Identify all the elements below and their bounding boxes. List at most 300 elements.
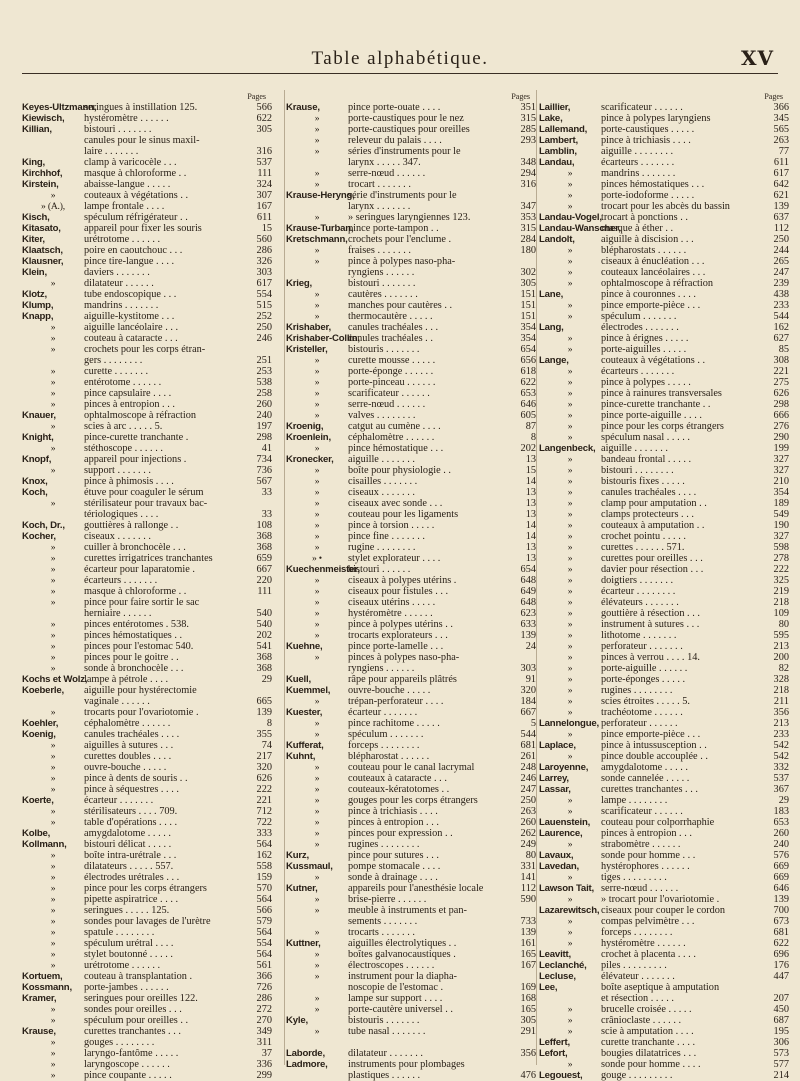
entry-page: 109 (773, 608, 789, 619)
index-entry (286, 102, 536, 113)
entry-description: boîte intra-urétrale . . . (84, 850, 177, 861)
entry-description: lampe frontale . . . . (84, 201, 165, 212)
index-entry (22, 839, 272, 850)
entry-description: trocart pour les abcès du bassin (601, 201, 730, 212)
index-entry (539, 399, 789, 410)
entry-page: 570 (256, 883, 272, 894)
index-entry (539, 861, 789, 872)
entry-page: 112 (773, 223, 789, 234)
entry-page: 577 (773, 1059, 789, 1070)
entry-description: pince à couronnes . . . . (601, 289, 696, 300)
index-entry (286, 597, 536, 608)
entry-description: pince à polypes naso-pha- (348, 256, 456, 267)
entry-page: 736 (256, 465, 272, 476)
entry-name: Kuemmel, (286, 685, 331, 696)
entry-page: 222 (773, 564, 789, 575)
entry-description: ciseaux . . . . . . . (84, 531, 151, 542)
index-entry (286, 388, 536, 399)
index-entry (539, 267, 789, 278)
entry-page: 450 (773, 1004, 789, 1015)
index-entry (22, 927, 272, 938)
index-entry (286, 564, 536, 575)
entry-name: Kristeller, (286, 344, 328, 355)
entry-page: 15 (261, 223, 272, 234)
index-entry (539, 168, 789, 179)
entry-description: scarificateur . . . . . . (601, 102, 683, 113)
entry-description: pinces pour le goitre . . (84, 652, 179, 663)
entry-name: Kitasato, (22, 223, 61, 234)
entry-name: Koehler, (22, 718, 59, 729)
entry-description: compas pelvimètre . . . (601, 916, 695, 927)
entry-name: Koch, (22, 487, 48, 498)
entry-page: 298 (773, 399, 789, 410)
index-entry (22, 245, 272, 256)
entry-name: » (567, 509, 573, 520)
entry-name: » (50, 894, 56, 905)
entry-page: 566 (256, 905, 272, 916)
entry-description: lampe à pétrole . . . . (84, 674, 169, 685)
index-entry (22, 256, 272, 267)
index-entry (286, 113, 536, 124)
entry-page: 162 (256, 850, 272, 861)
entry-name: » (50, 564, 56, 575)
index-entry (539, 630, 789, 641)
index-entry (22, 135, 272, 146)
entry-description: hystérophores . . . . . . (601, 861, 690, 872)
entry-name: » (50, 1059, 56, 1070)
entry-page: 438 (773, 289, 789, 300)
index-entry (539, 982, 789, 993)
entry-page: 617 (256, 278, 272, 289)
entry-page: 327 (773, 454, 789, 465)
index-entry (22, 1026, 272, 1037)
entry-description: aiguilles électrolytiques . . (348, 938, 457, 949)
entry-description: dilatateur . . . . . . (84, 278, 154, 289)
index-entry (539, 850, 789, 861)
index-entry (22, 344, 272, 355)
index-entry (286, 575, 536, 586)
entry-description: sonde cannelée . . . . . (601, 773, 690, 784)
entry-description: pompe stomacale . . . . (348, 861, 441, 872)
entry-name: » (50, 1015, 56, 1026)
index-entry (539, 839, 789, 850)
entry-name: » (567, 333, 573, 344)
entry-name: » (314, 256, 320, 267)
index-entry (22, 707, 272, 718)
index-entry (286, 256, 536, 267)
entry-page: 218 (773, 685, 789, 696)
entry-name (286, 916, 348, 927)
entry-description: boîte aseptique à amputation (601, 982, 720, 993)
entry-name: » (314, 927, 320, 938)
entry-name: Klausner, (22, 256, 64, 267)
entry-description: cuiller à bronchocèle . . . (84, 542, 186, 553)
entry-page: 579 (256, 916, 272, 927)
entry-description: amygdalotome . . . . . (84, 828, 171, 839)
entry-name: » (50, 388, 56, 399)
entry-description: pince coupante . . . . . (84, 1070, 172, 1081)
entry-name: » (567, 179, 573, 190)
entry-page: 213 (773, 718, 789, 729)
entry-description: pince à polypes . . . . . (601, 377, 691, 388)
entry-description: électrodes urétrales . . . (84, 872, 180, 883)
entry-page: 554 (256, 938, 272, 949)
entry-page: 221 (773, 366, 789, 377)
entry-page: 347 (520, 201, 536, 212)
entry-page: 167 (256, 201, 272, 212)
index-entry (539, 872, 789, 883)
entry-page: 595 (773, 630, 789, 641)
index-entry (539, 311, 789, 322)
entry-page: 260 (520, 817, 536, 828)
entry-name: » (50, 883, 56, 894)
pages-label: Pages (247, 92, 266, 101)
entry-name: Lefort, (539, 1048, 568, 1059)
entry-name: Kronecker, (286, 454, 334, 465)
entry-name (286, 267, 348, 278)
entry-page: 324 (256, 179, 272, 190)
entry-description: curette mousse . . . . . (348, 355, 436, 366)
entry-name: » (50, 542, 56, 553)
entry-page: 667 (520, 707, 536, 718)
entry-page: 542 (773, 751, 789, 762)
entry-name: » (567, 597, 573, 608)
entry-name: Leclanché, (539, 960, 587, 971)
entry-description: instrument à sutures . . . (601, 619, 700, 630)
entry-page: 8 (266, 718, 272, 729)
entry-description: porte-caustiques pour le nez (348, 113, 464, 124)
index-entry (286, 641, 536, 652)
entry-description: trocart à ponctions . . (601, 212, 688, 223)
entry-description: pinces hémostatiques . . . (601, 179, 705, 190)
index-entry (539, 685, 789, 696)
entry-page: 214 (773, 1070, 789, 1081)
entry-description: stylet boutonné . . . . . (84, 949, 173, 960)
entry-page: 250 (256, 322, 272, 333)
index-entry (286, 674, 536, 685)
entry-description: ophtalmoscope à réfraction (84, 410, 197, 421)
entry-description: appareil pour fixer les souris (84, 223, 202, 234)
entry-page: 356 (773, 707, 789, 718)
entry-name: » (50, 806, 56, 817)
entry-description: couteaux à végétations . . (601, 355, 706, 366)
entry-page: 249 (520, 839, 536, 850)
index-entry (22, 553, 272, 564)
entry-name: Koch, Dr., (22, 520, 65, 531)
index-entry (539, 652, 789, 663)
entry-name: Kroenig, (286, 421, 324, 432)
entry-name: » (314, 993, 320, 1004)
entry-name: » (314, 520, 320, 531)
index-entry (286, 124, 536, 135)
entry-name: Kollmann, (22, 839, 67, 850)
entry-page: 14 (525, 531, 536, 542)
entry-description: pince à torsion . . . . . (348, 520, 435, 531)
entry-name: » (314, 718, 320, 729)
entry-description: pince rachitome . . . . . (348, 718, 440, 729)
entry-page: 541 (256, 641, 272, 652)
entry-page: 515 (256, 300, 272, 311)
entry-description: pinces à entropion . . . (84, 399, 175, 410)
entry-description: scarificateur . . . . . . (601, 806, 683, 817)
entry-name: Kochs et Wolz, (22, 674, 88, 685)
index-entry (22, 762, 272, 773)
entry-description: couteau à cataracte . . . (84, 333, 178, 344)
index-entry (539, 520, 789, 531)
entry-page: 29 (261, 674, 272, 685)
entry-page: 251 (256, 355, 272, 366)
entry-description: entérotome . . . . . . (84, 377, 162, 388)
index-entry (22, 949, 272, 960)
index-entry (22, 432, 272, 443)
entry-name: King, (22, 157, 45, 168)
entry-name: » (567, 553, 573, 564)
index-entry (22, 784, 272, 795)
entry-page: 320 (520, 685, 536, 696)
entry-name: » (567, 190, 573, 201)
entry-name: Lannelongue, (539, 718, 599, 729)
index-entry (22, 102, 272, 113)
entry-name: » (567, 465, 573, 476)
entry-name: Kolbe, (22, 828, 51, 839)
entry-name: Koenig, (22, 729, 56, 740)
entry-page: 653 (520, 388, 536, 399)
entry-description: ciseaux . . . . . . . (348, 487, 415, 498)
entry-description: bistouris . . . . . . . (348, 1015, 420, 1026)
entry-page: 355 (256, 729, 272, 740)
index-entry (539, 949, 789, 960)
entry-description: pinces entérotomes . 538. (84, 619, 189, 630)
entry-description: forceps . . . . . . . . (348, 740, 420, 751)
index-entry (22, 410, 272, 421)
entry-page: 537 (773, 773, 789, 784)
entry-page: 305 (256, 124, 272, 135)
entry-name: » (50, 663, 56, 674)
entry-page: 558 (256, 861, 272, 872)
index-entry (286, 1026, 536, 1037)
index-entry (539, 278, 789, 289)
entry-description: fraises . . . . . . . (348, 245, 411, 256)
index-entry (286, 652, 536, 663)
index-entry (22, 146, 272, 157)
entry-description: ophtalmoscope à réfraction (601, 278, 714, 289)
entry-description: pince capsulaire . . . . (84, 388, 172, 399)
index-entry (539, 553, 789, 564)
entry-page: 623 (520, 608, 536, 619)
entry-page: 626 (256, 773, 272, 784)
entry-page: 564 (256, 949, 272, 960)
entry-name: » (567, 278, 573, 289)
entry-page: 112 (520, 883, 536, 894)
entry-name: » (567, 696, 573, 707)
entry-name: Krause-Heryng, (286, 190, 355, 201)
entry-description: perforateur . . . . . . (601, 718, 678, 729)
index-entry (539, 641, 789, 652)
entry-description: porte-jambes . . . . . . (84, 982, 169, 993)
index-entry (286, 817, 536, 828)
entry-page: 646 (520, 399, 536, 410)
entry-page: 161 (520, 938, 536, 949)
entry-page: 611 (773, 157, 789, 168)
entry-page: 366 (256, 971, 272, 982)
entry-description: pince porte-tampon . . (348, 223, 439, 234)
index-entry (539, 1004, 789, 1015)
entry-page: 210 (773, 476, 789, 487)
index-entry (22, 190, 272, 201)
index-entry (22, 355, 272, 366)
entry-name: Landolt, (539, 234, 575, 245)
entry-description: ryngiens . . . . . . (348, 663, 415, 674)
entry-description: abaisse-langue . . . . . (84, 179, 171, 190)
entry-description: bistouri . . . . . . (348, 564, 411, 575)
entry-description: aiguilles à sutures . . . (84, 740, 174, 751)
entry-name: » (314, 872, 320, 883)
index-entry (539, 355, 789, 366)
entry-description: pince pour les corps étrangers (84, 883, 207, 894)
entry-name: » (314, 729, 320, 740)
entry-page: 476 (520, 1070, 536, 1081)
index-entry (286, 971, 536, 982)
entry-description: gouges pour les corps étrangers (348, 795, 478, 806)
entry-page: 200 (773, 652, 789, 663)
entry-name: » (567, 520, 573, 531)
index-entry (22, 366, 272, 377)
entry-name: » (50, 784, 56, 795)
index-entry (22, 817, 272, 828)
index-entry (286, 850, 536, 861)
entry-page: 368 (256, 652, 272, 663)
entry-name: Lamblin, (539, 146, 577, 157)
index-entry (539, 729, 789, 740)
entry-page: 258 (256, 388, 272, 399)
entry-description: élévateurs . . . . . . . (601, 597, 679, 608)
entry-page: 263 (520, 806, 536, 817)
entry-page: 654 (520, 344, 536, 355)
entry-description: crochet pointu . . . . . (601, 531, 686, 542)
entry-description: pince emporte-pièce . . . (601, 729, 701, 740)
index-entry (286, 443, 536, 454)
entry-name (286, 1037, 348, 1048)
entry-name: Kirchhof, (22, 168, 63, 179)
entry-page: 165 (520, 949, 536, 960)
entry-description: hystéromètre . . . . . . (601, 938, 686, 949)
entry-description: mandrins . . . . . . . (601, 168, 676, 179)
entry-name: Kortuem, (22, 971, 63, 982)
index-entry (286, 542, 536, 553)
entry-description: étuve pour coaguler le sérum (84, 487, 204, 498)
index-entry (286, 1070, 536, 1081)
entry-description: valves . . . . . . . . (348, 410, 416, 421)
index-entry (22, 795, 272, 806)
index-entry (286, 190, 536, 201)
entry-description: lampe . . . . . . . . (601, 795, 668, 806)
index-entry (539, 443, 789, 454)
entry-name: Kiter, (22, 234, 45, 245)
entry-page: 162 (773, 322, 789, 333)
index-entry (539, 806, 789, 817)
entry-page (514, 971, 536, 982)
index-entry (22, 377, 272, 388)
entry-page: 13 (525, 498, 536, 509)
entry-page: 367 (773, 784, 789, 795)
index-entry (286, 267, 536, 278)
index-entry (22, 212, 272, 223)
index-entry (22, 443, 272, 454)
entry-name: » (567, 256, 573, 267)
index-entry (286, 718, 536, 729)
entry-page: 307 (256, 190, 272, 201)
entry-name: » (50, 630, 56, 641)
index-entry (286, 960, 536, 971)
entry-page: 33 (261, 509, 272, 520)
entry-name: » (314, 399, 320, 410)
index-entry (22, 773, 272, 784)
entry-description: laryngo-fantôme . . . . . (84, 1048, 179, 1059)
index-entry (286, 619, 536, 630)
entry-name: » (314, 960, 320, 971)
entry-page: 649 (520, 586, 536, 597)
entry-page: 626 (773, 388, 789, 399)
index-entry (22, 619, 272, 630)
entry-description: pinces à entropion . . . (348, 817, 439, 828)
index-entry (286, 707, 536, 718)
entry-page: 85 (778, 344, 789, 355)
entry-description: couteaux à cataracte . . . (348, 773, 447, 784)
entry-page: 303 (520, 663, 536, 674)
entry-page: 151 (520, 300, 536, 311)
index-entry (286, 586, 536, 597)
index-entry (539, 377, 789, 388)
entry-page: 247 (520, 784, 536, 795)
entry-name: » (50, 960, 56, 971)
entry-page: 213 (773, 641, 789, 652)
entry-description: hystéromètre . . . . . . (84, 113, 169, 124)
entry-description: thermocautère . . . . . (348, 311, 433, 322)
entry-name: » (314, 289, 320, 300)
entry-page: 74 (261, 740, 272, 751)
entry-page: 573 (773, 1048, 789, 1059)
entry-description: davier pour résection . . . (601, 564, 704, 575)
index-entry (286, 927, 536, 938)
index-entry (286, 685, 536, 696)
index-entry (286, 696, 536, 707)
entry-name: Lazarewitsch, (539, 905, 600, 916)
index-entry (22, 575, 272, 586)
entry-page: 252 (256, 311, 272, 322)
entry-name: » (567, 872, 573, 883)
entry-page (514, 1037, 536, 1048)
entry-page: 285 (520, 124, 536, 135)
entry-name: » (50, 322, 56, 333)
entry-page: 354 (520, 333, 536, 344)
entry-description: serre-nœud . . . . . . (348, 399, 426, 410)
entry-description: crochets pour l'enclume . (348, 234, 452, 245)
entry-description: aiguille pour hystérectomie (84, 685, 197, 696)
entry-description: spéculum . . . . . . . (601, 311, 677, 322)
entry-page: 325 (773, 575, 789, 586)
index-entry (286, 1004, 536, 1015)
entry-name: Kocher, (22, 531, 56, 542)
entry-page: 356 (520, 1048, 536, 1059)
entry-description: pince porte-lamelle . . . (348, 641, 444, 652)
index-entry (286, 157, 536, 168)
index-entry (22, 289, 272, 300)
entry-description: crochet à placenta . . . . (601, 949, 696, 960)
entry-description: herniaire . . . . . . (84, 608, 152, 619)
index-entry (286, 421, 536, 432)
entry-page: 305 (520, 1015, 536, 1026)
entry-description: laryngoscope . . . . . . (84, 1059, 170, 1070)
